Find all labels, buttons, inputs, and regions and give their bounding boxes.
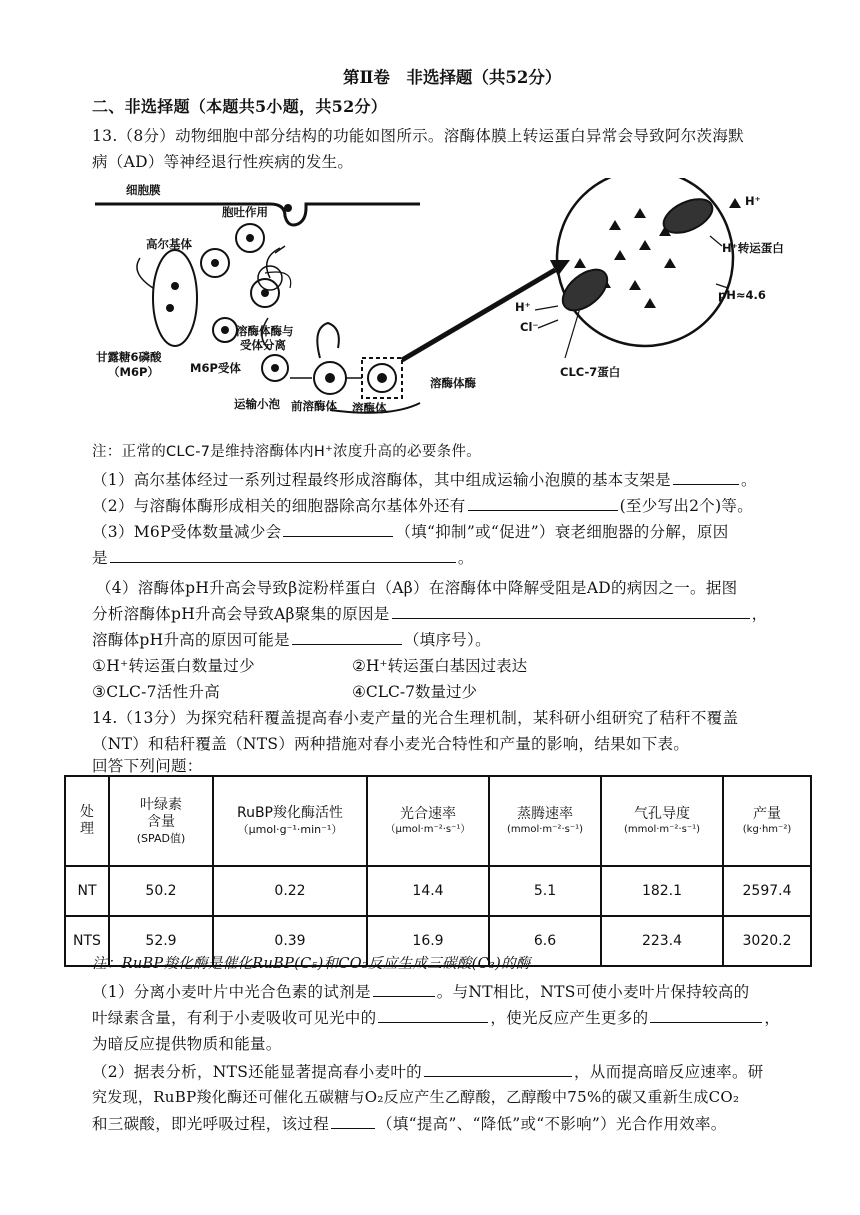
th-rubp xyxy=(213,776,367,866)
cell-nts-treatment: NTS xyxy=(65,916,109,966)
label-lysosome-enzyme: 溶酶体酶 xyxy=(430,376,476,390)
cell-nts-transpiration: 6.6 xyxy=(489,916,601,966)
q13-s3-text-b: （填“抑制”或“促进”）衰老细胞器的分解，原因 xyxy=(395,523,729,541)
q13-s2-blank[interactable] xyxy=(468,496,618,511)
label-cl: Cl⁻ xyxy=(520,320,539,334)
q13-s1-blank[interactable] xyxy=(673,470,739,485)
q13-s3-text-c: 是 xyxy=(92,549,108,567)
th-treatment xyxy=(65,776,109,866)
q13-opt1: ①H⁺转运蛋白数量过少 xyxy=(92,657,255,675)
q14-s1-reagent-blank[interactable] xyxy=(373,982,435,997)
q14-s2-text-e: （填“提高”、“降低”或“不影响”）光合作用效率。 xyxy=(377,1115,727,1133)
results-table xyxy=(64,775,812,967)
th-treatment-l1: 处 xyxy=(80,803,94,820)
label-h-ion: H⁺ xyxy=(745,194,761,208)
q13-opt3: ③CLC-7活性升高 xyxy=(92,683,221,701)
q14-s2 xyxy=(92,1060,764,1082)
q13-s4 xyxy=(96,576,737,598)
th-yield-l1: 产量 xyxy=(753,806,781,822)
table-row xyxy=(65,866,811,916)
q13-opt2: ②H⁺转运蛋白基因过表达 xyxy=(352,657,528,675)
q14-s1-text-d: ，使光反应产生更多的 xyxy=(490,1009,649,1027)
label-clc7: CLC-7蛋白 xyxy=(560,365,621,379)
th-photosynthesis-l2: （μmol·m⁻²·s⁻¹） xyxy=(385,823,471,835)
th-transpiration-l2: (mmol·m⁻²·s⁻¹) xyxy=(506,823,584,835)
label-ph: pH≈4.6 xyxy=(718,288,766,302)
q13-s3-end: 。 xyxy=(457,549,474,567)
q13-intro-1: 13.（8分）动物细胞中部分结构的功能如图所示。溶酶体膜上转运蛋白异常会导致阿尔茨海默 xyxy=(92,127,744,145)
q14-s2-d xyxy=(92,1112,727,1134)
th-rubp-l2: （μmol·g⁻¹·min⁻¹） xyxy=(237,822,343,836)
label-h-transporter: H⁺转运蛋白 xyxy=(722,241,784,255)
cell-nts-chlorophyll: 52.9 xyxy=(109,916,213,966)
cell-diagram xyxy=(90,178,810,430)
q13-s4-reason-blank[interactable] xyxy=(392,604,750,619)
q13-s3-cont xyxy=(92,546,474,568)
th-chlorophyll-l3: (SPAD值) xyxy=(136,831,186,845)
cell-nt-photosynthesis: 14.4 xyxy=(367,866,489,916)
q13-s1-end: 。 xyxy=(740,471,757,489)
part-title: 二、非选择题（本题共5小题，共52分） xyxy=(92,97,388,116)
q13-intro-2: 病（AD）等神经退行性疾病的发生。 xyxy=(92,153,354,171)
q14-s1-text-c: 叶绿素含量，有利于小麦吸收可见光中的 xyxy=(92,1009,377,1027)
cell-nt-stomatal: 182.1 xyxy=(601,866,723,916)
q14-intro-1: 14.（13分）为探究秸秆覆盖提高春小麦产量的光合生理机制，某科研小组研究了秸秆不覆盖 xyxy=(92,709,739,727)
label-golgi: 高尔基体 xyxy=(146,237,192,251)
cell-nt-rubp: 0.22 xyxy=(213,866,367,916)
q14-s1-d-end: ， xyxy=(764,1009,781,1027)
th-photosynthesis xyxy=(367,776,489,866)
label-h-left: H⁺ xyxy=(515,300,531,314)
th-chlorophyll-l1: 叶绿素 xyxy=(140,796,182,813)
th-stomatal xyxy=(601,776,723,866)
q13-s1-text: （1）高尔基体经过一系列过程最终形成溶酶体，其中组成运输小泡膜的基本支架是 xyxy=(92,471,671,489)
q14-s1-product-blank[interactable] xyxy=(650,1008,762,1023)
cell-nts-stomatal: 223.4 xyxy=(601,916,723,966)
q13-s4-c xyxy=(92,628,491,650)
label-cell-membrane: 细胞膜 xyxy=(126,183,161,197)
th-yield xyxy=(723,776,811,866)
th-chlorophyll-l2: 含量 xyxy=(147,814,175,831)
q14-s1-light-blank[interactable] xyxy=(378,1008,488,1023)
th-rubp-l1: RuBP羧化酶活性 xyxy=(236,805,344,822)
q13-s4-c-end: （填序号）。 xyxy=(403,631,491,649)
th-stomatal-l1: 气孔导度 xyxy=(634,806,690,822)
th-photosynthesis-l1: 光合速率 xyxy=(400,806,456,822)
q14-intro-3: 回答下列问题： xyxy=(92,757,203,775)
q14-s1-text: （1）分离小麦叶片中光合色素的试剂是 xyxy=(92,983,371,1001)
th-treatment-l2: 理 xyxy=(80,821,94,837)
q14-note: 注：RuBP羧化酶是催化RuBP(C₅)和CO₂反应生成三碳酸(C₃)的酶 xyxy=(92,956,531,972)
q13-s3 xyxy=(92,520,729,542)
label-m6p-name: 甘露糖6磷酸 xyxy=(96,350,162,364)
cell-nts-yield: 3020.2 xyxy=(723,916,811,966)
th-yield-l2: (kg·hm⁻²) xyxy=(742,823,792,835)
q13-s4-b-end: ， xyxy=(751,605,768,623)
q14-s2-c: 究发现，RuBP羧化酶还可催化五碳糖与O₂反应产生乙醇酸，乙醇酸中75%的碳又重新生成CO₂ xyxy=(92,1088,740,1106)
cell-diagram-svg xyxy=(90,178,810,430)
q14-s1-e: 为暗反应提供物质和能量。 xyxy=(92,1035,282,1053)
q14-s2-text-d: 和三碳酸，即光呼吸过程，该过程 xyxy=(92,1115,330,1133)
q13-s2 xyxy=(92,494,753,516)
th-transpiration xyxy=(489,776,601,866)
q14-s1-cont xyxy=(92,1006,780,1028)
q13-note: 注：正常的CLC-7是维持溶酶体内H⁺浓度升高的必要条件。 xyxy=(92,444,482,460)
q13-s3-reason-blank[interactable] xyxy=(110,548,456,563)
q14-s2-text: （2）据表分析，NTS还能显著提高春小麦叶的 xyxy=(92,1063,422,1081)
q13-s4-text-c: 溶酶体pH升高的原因可能是 xyxy=(92,631,290,649)
q13-s3-blank[interactable] xyxy=(283,522,393,537)
q13-s4-text-b: 分析溶酶体pH升高会导致Aβ聚集的原因是 xyxy=(92,605,390,623)
q14-s2-text-b: ，从而提高暗反应速率。研 xyxy=(573,1063,764,1081)
q14-intro-2: （NT）和秸秆覆盖（NTS）两种措施对春小麦光合特性和产量的影响，结果如下表。 xyxy=(92,735,690,753)
label-separation-1: 溶酶体酶与 xyxy=(236,324,294,338)
section-title: 第Ⅱ卷 非选择题（共52分） xyxy=(343,68,562,87)
label-vesicle: 运输小泡 xyxy=(234,397,280,411)
cell-nt-treatment: NT xyxy=(65,866,109,916)
label-m6p-abbr: （M6P） xyxy=(108,365,159,379)
cell-nts-photosynthesis: 16.9 xyxy=(367,916,489,966)
q13-opt4: ④CLC-7数量过少 xyxy=(352,683,478,701)
q13-s2-text: （2）与溶酶体酶形成相关的细胞器除高尔基体外还有 xyxy=(92,497,466,515)
cell-nt-transpiration: 5.1 xyxy=(489,866,601,916)
label-pre-lysosome: 前溶酶体 xyxy=(291,399,337,413)
label-exocytosis: 胞吐作用 xyxy=(222,205,268,219)
label-separation-2: 受体分离 xyxy=(240,338,286,352)
q14-s2-factor-blank[interactable] xyxy=(424,1062,572,1077)
q13-s1 xyxy=(92,468,757,490)
th-transpiration-l1: 蒸腾速率 xyxy=(517,806,573,822)
q13-s2-text-b: (至少写出2个)等。 xyxy=(619,497,754,515)
cell-nt-chlorophyll: 50.2 xyxy=(109,866,213,916)
label-lysosome-small: 溶酶体 xyxy=(352,401,387,415)
q13-s3-text: （3）M6P受体数量减少会 xyxy=(92,523,282,541)
q13-s4-option-blank[interactable] xyxy=(292,630,402,645)
table-header-row xyxy=(65,776,811,866)
th-chlorophyll xyxy=(109,776,213,866)
cell-nt-yield: 2597.4 xyxy=(723,866,811,916)
label-m6p-receptor: M6P受体 xyxy=(190,361,241,375)
q13-s4-b xyxy=(92,602,767,624)
th-stomatal-l2: (mmol·m⁻²·s⁻¹) xyxy=(623,823,701,835)
q14-s2-effect-blank[interactable] xyxy=(331,1114,375,1129)
q14-s1-text-b: 。与NT相比，NTS可使小麦叶片保持较高的 xyxy=(436,983,750,1001)
q14-s1 xyxy=(92,980,750,1002)
cell-nts-rubp: 0.39 xyxy=(213,916,367,966)
q13-s4-text: （4）溶酶体pH升高会导致β淀粉样蛋白（Aβ）在溶酶体中降解受阻是AD的病因之一。据图 xyxy=(96,579,738,597)
